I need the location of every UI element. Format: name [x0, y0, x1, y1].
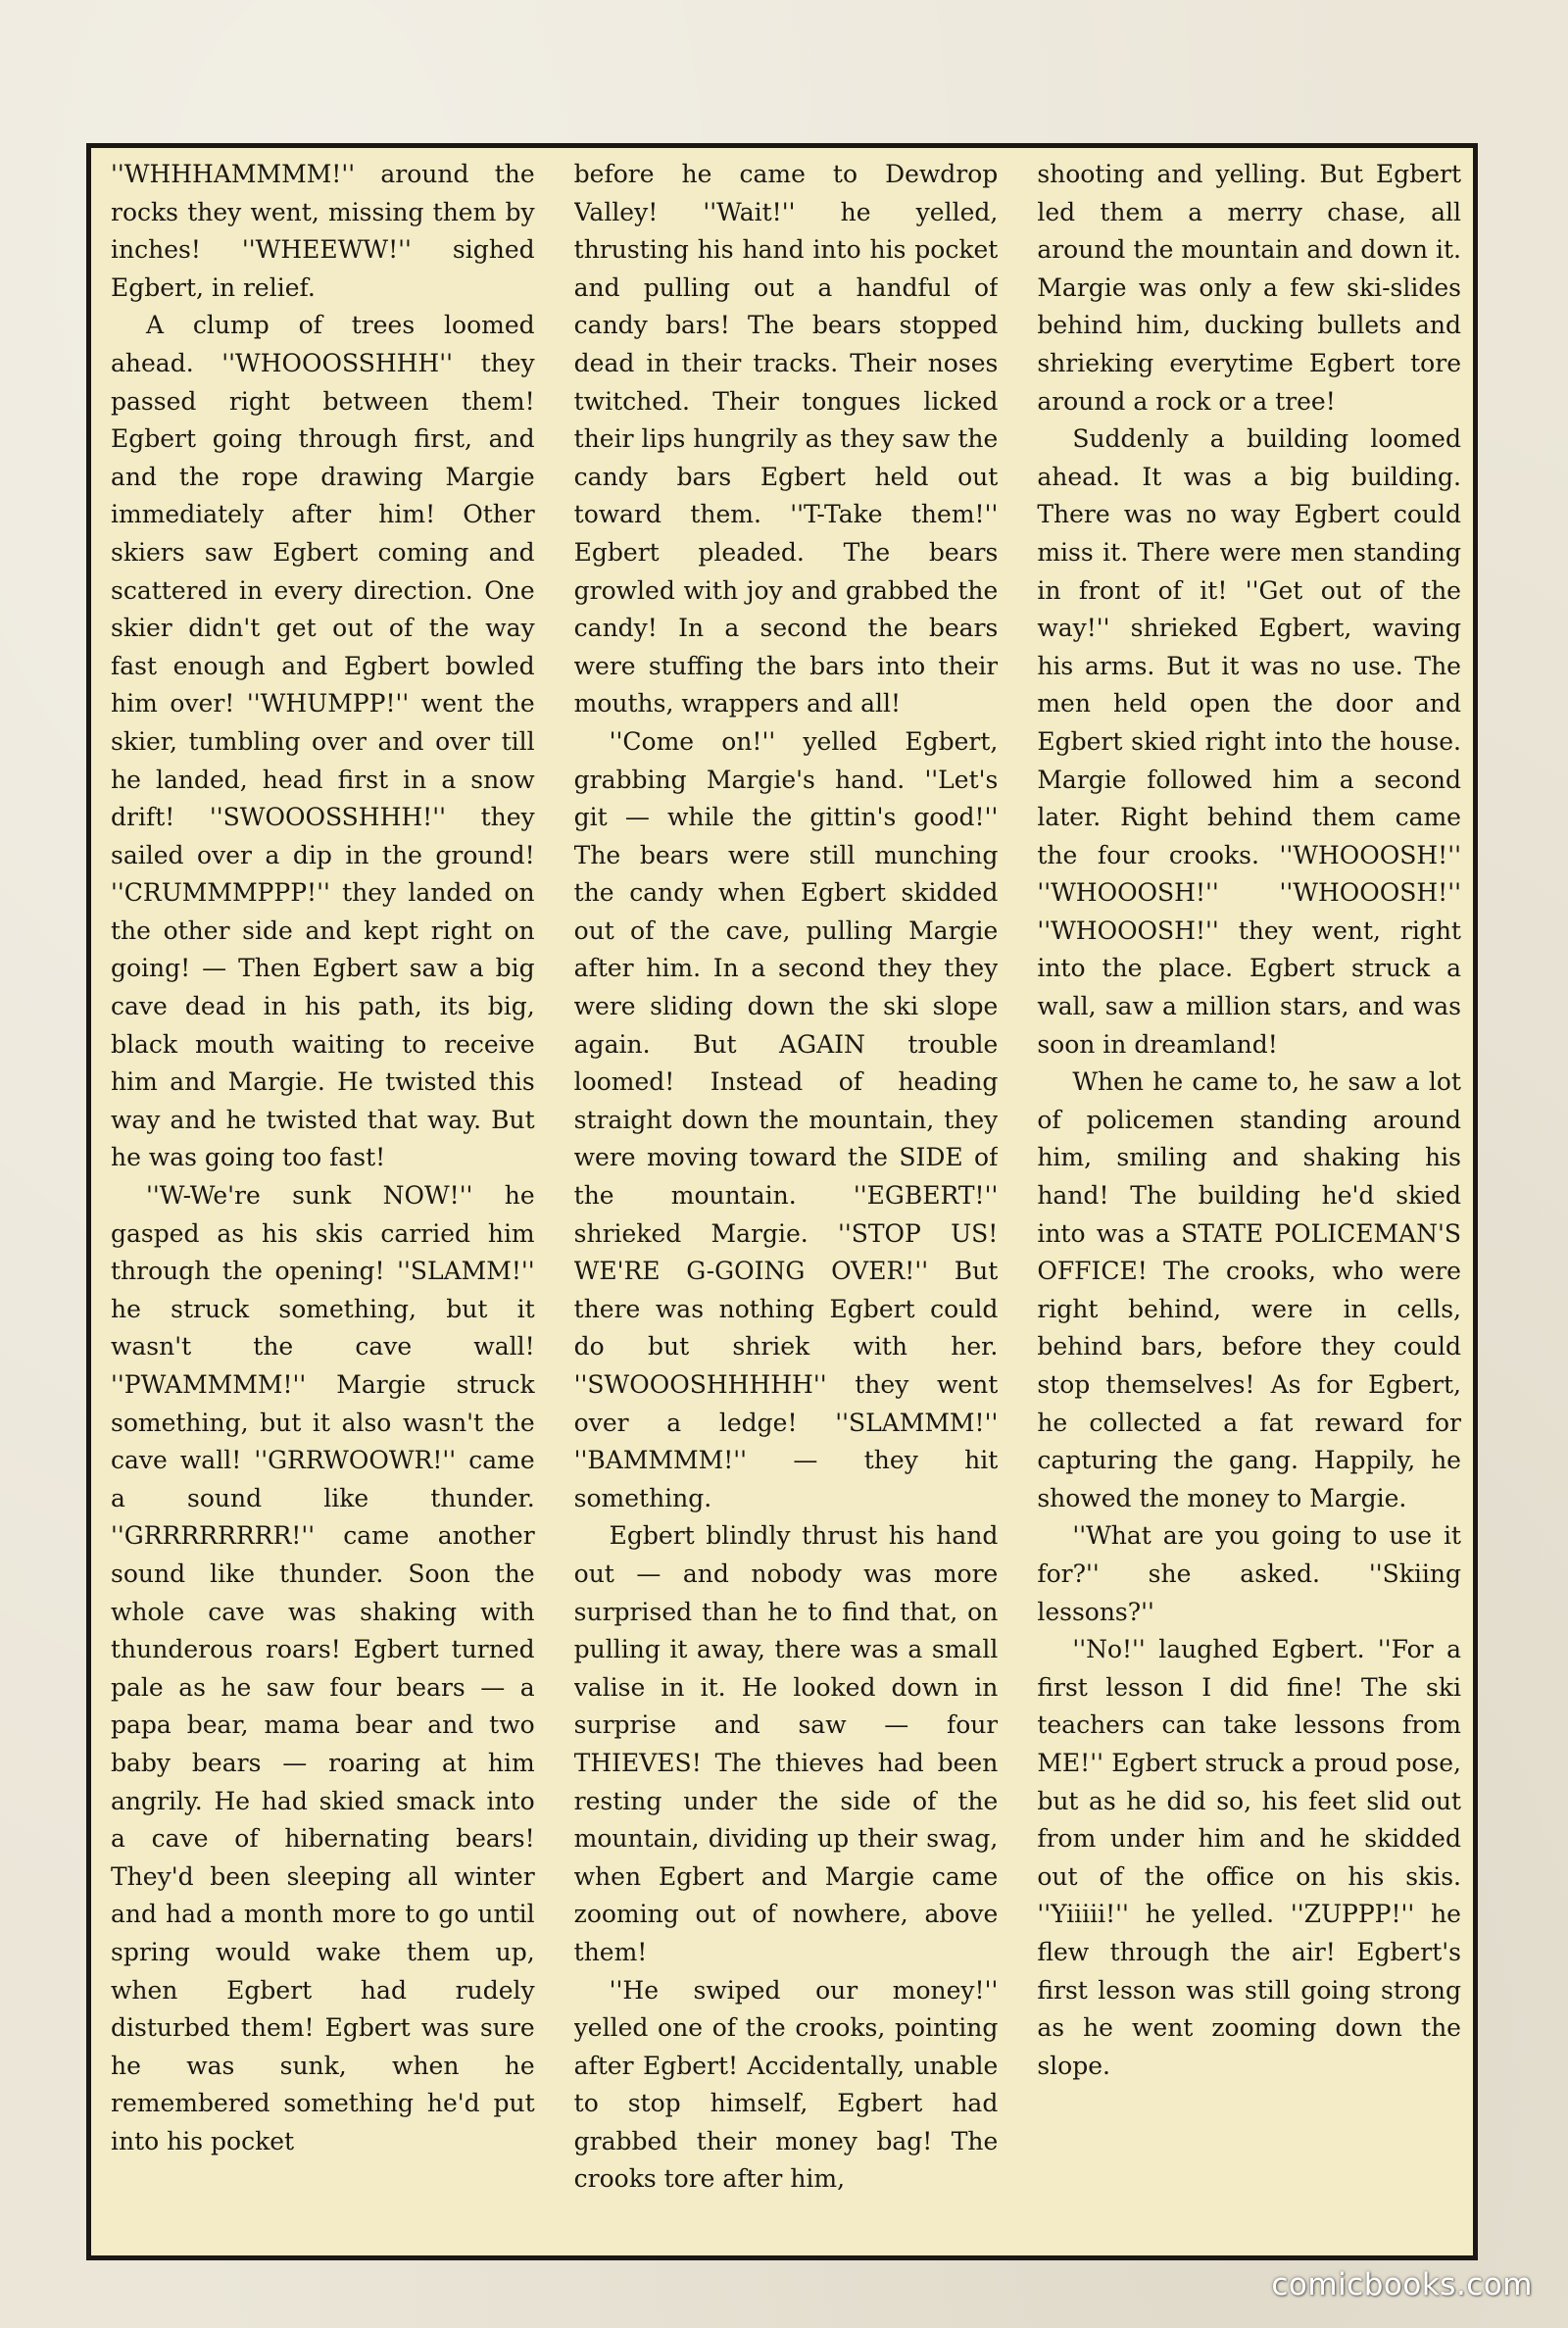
text-column-1 [111, 156, 535, 2246]
paragraph: When he came to, he saw a lot of policemen standing around him, smiling and shaking his hand! The building he'd skied into was a STATE POLICEMAN'S OFFICE! The crooks, who were right behind, were in cells, behind bars, before they could stop themselves! As for Egbert, he collected a fat reward for capturing the gang. Happily, he showed the money to Margie. [1037, 1067, 1461, 1512]
paragraph: A clump of trees loomed ahead. ''WHOOOSSHHH'' they passed right between them! Egbert going through first, and and the rope drawing Margie immediately after him! Other skiers saw Egbert coming and scattered in every direction. One skier didn't get out of the way fast enough and Egbert bowled him over! ''WHUMPP!'' went the skier, tumbling over and over till he landed, head first in a snow drift! ''SWOOOSSHHH!'' they sailed over a dip in the ground! ''CRUMMMPPP!'' they landed on the other side and kept right on going! — Then Egbert saw a big cave dead in his path, its big, black mouth waiting to receive him and Margie. He twisted this way and he twisted that way. But he was going too fast! [111, 311, 535, 1172]
paragraph: ''WHHHAMMMM!'' around the rocks they went, missing them by inches! ''WHEEWW!'' sighed Egbert, in relief. [111, 160, 535, 302]
paragraph: Suddenly a building loomed ahead. It was a big building. There was no way Egbert could miss it. There were men standing in front of it! ''Get out of the way!'' shrieked Egbert, waving his arms. But it was no use. The men held open the door and Egbert skied right into the house. Margie followed him a second later. Right behind them came the four crooks. ''WHOOOSH!'' ''WHOOOSH!'' ''WHOOOSH!'' ''WHOOOSH!'' they went, right into the place. Egbert struck a wall, saw a million stars, and was soon in dreamland! [1037, 424, 1461, 1059]
paragraph: before he came to Dewdrop Valley! ''Wait!'' he yelled, thrusting his hand into his pocket and pulling out a handful of candy bars! The bears stopped dead in their tracks. Their noses twitched. Their tongues licked their lips hungrily as they saw the candy bars Egbert held out toward them. ''T-Take them!'' Egbert pleaded. The bears growled with joy and grabbed the candy! In a second the bears were stuffing the bars into their mouths, wrappers and all! [573, 160, 999, 718]
site-watermark: comicbooks.com [1271, 2267, 1533, 2303]
paragraph: shooting and yelling. But Egbert led them a merry chase, all around the mountain and down it. Margie was only a few ski-slides behind him, ducking bullets and shrieking everytime Egbert tore around a rock or a tree! [1037, 160, 1461, 416]
text-columns [111, 156, 1461, 2246]
text-column-2 [574, 156, 999, 2246]
paragraph: ''He swiped our money!'' yelled one of the crooks, pointing after Egbert! Accidentally, unable to stop himself, Egbert had grabbed their money bag! The crooks tore after him, [573, 1975, 999, 2194]
paragraph: Egbert blindly thrust his hand out — and nobody was more surprised than he to find that, on pulling it away, there was a small valise in it. He looked down in surprise and saw — four THIEVES! The thieves had been resting under the side of the mountain, dividing up their swag, when Egbert and Margie came zooming out of nowhere, above them! [573, 1521, 999, 1966]
paragraph: ''What are you going to use it for?'' she asked. ''Skiing lessons?'' [1037, 1521, 1461, 1626]
paragraph: ''Come on!'' yelled Egbert, grabbing Margie's hand. ''Let's git — while the gittin's good!'' The bears were still munching the candy when Egbert skidded out of the cave, pulling Margie after him. In a second they they were sliding down the ski slope again. But AGAIN trouble loomed! Instead of heading straight down the mountain, they were moving toward the SIDE of the mountain. ''EGBERT!'' shrieked Margie. ''STOP US! WE'RE G-GOING OVER!'' But there was nothing Egbert could do but shriek with her. ''SWOOOSHHHHH'' they went over a ledge! ''SLAMMM!'' ''BAMMMM!'' — they hit something. [573, 726, 999, 1512]
text-panel [86, 143, 1478, 2260]
paragraph: ''No!'' laughed Egbert. ''For a first lesson I did fine! The ski teachers can take lessons from ME!'' Egbert struck a proud pose, but as he did so, his feet slid out from under him and he skidded out of the office on his skis. ''Yiiiii!'' he yelled. ''ZUPPP!'' he flew through the air! Egbert's first lesson was still going strong as he went zooming down the slope. [1037, 1635, 1461, 2080]
text-column-3 [1037, 156, 1461, 2246]
paragraph: ''W-We're sunk NOW!'' he gasped as his skis carried him through the opening! ''SLAMM!'' he struck something, but it wasn't the cave wall! ''PWAMMMM!'' Margie struck something, but it also wasn't the cave wall! ''GRRWOOWR!'' came a sound like thunder. ''GRRRRRRRR!'' came another sound like thunder. Soon the whole cave was shaking with thunderous roars! Egbert turned pale as he saw four bears — a papa bear, mama bear and two baby bears — roaring at him angrily. He had skied smack into a cave of hibernating bears! They'd been sleeping all winter and had a month more to go until spring would wake them up, when Egbert had rudely disturbed them! Egbert was sure he was sunk, when he remembered something he'd put into his pocket [111, 1181, 535, 2155]
